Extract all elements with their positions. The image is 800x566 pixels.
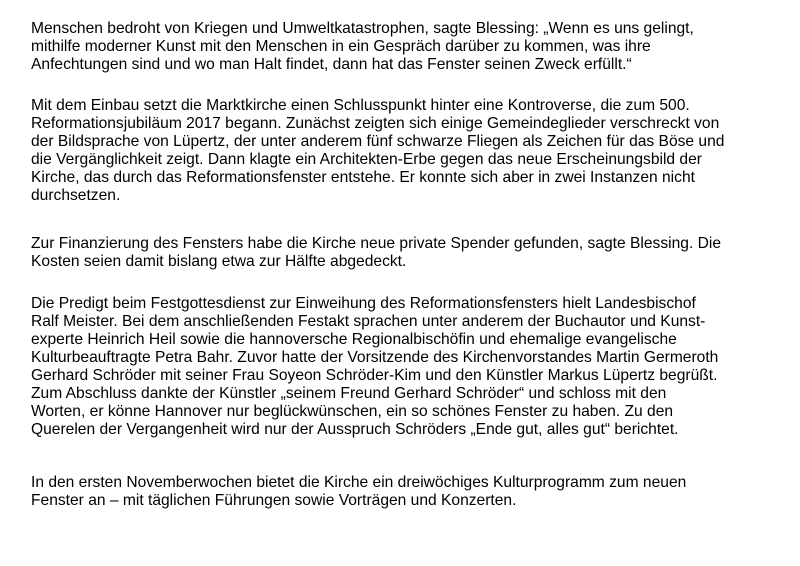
paragraph-cultural-program: In den ersten Novemberwochen bietet die Kirche ein dreiwöchiges Kulturprogramm zum neuen Fenster an – mit täglichen Führungen sowie Vorträgen und Konzerten. (31, 474, 687, 509)
paragraph-blessing-quote: Menschen bedroht von Kriegen und Umweltkatastrophen, sagte Blessing: „Wenn es uns gelingt, mithilfe moderner Kunst mit den Menschen in ein Gespräch darüber zu kommen, was ihre Anfechtungen sind und wo man Halt findet, dann hat das Fenster seinen Zweck erfüllt.“ (31, 20, 694, 73)
paragraph-controversy: Mit dem Einbau setzt die Marktkirche einen Schlusspunkt hinter eine Kontroverse, die zum 500. Reformationsjubiläum 2017 begann. Zunächst zeigten sich einige Gemeindeglieder verschreckt von der Bildsprache von Lüpertz, der unter anderem fünf schwarze Fliegen als Zeichen für das Böse und die Vergänglichkeit zeigt. Dann klagte ein Architekten-Erbe gegen das neue Erscheinungsbild der Kirche, das durch das Reformationsfenster entstehe. Er konnte sich aber in zwei Instanzen nicht durchsetzen. (31, 97, 725, 204)
paragraph-inauguration: Die Predigt beim Festgottesdienst zur Einweihung des Reformationsfensters hielt Landesbischof Ralf Meister. Bei dem anschließenden Festakt sprachen unter anderem der Buchautor und Kunst- experte Heinrich Heil sowie die hannoversche Regionalbischöfin und ehemalige evangelische Kulturbeauftragte Petra Bahr. Zuvor hatte der Vorsitzende des Kirchenvorstandes Martin Germeroth Gerhard Schröder mit seiner Frau Soyeon Schröder-Kim und den Künstler Markus Lüpertz begrüßt. Zum Abschluss dankte der Künstler „seinem Freund Gerhard Schröder“ und schloss mit den Worten, er könne Hannover nur beglückwünschen, ein so schönes Fenster zu haben. Zu den Querelen der Vergangenheit wird nur der Ausspruch Schröders „Ende gut, alles gut“ berichtet. (31, 295, 719, 438)
paragraph-financing: Zur Finanzierung des Fensters habe die Kirche neue private Spender gefunden, sagte Blessing. Die Kosten seien damit bislang etwa zur Hälfte abgedeckt. (31, 235, 722, 270)
